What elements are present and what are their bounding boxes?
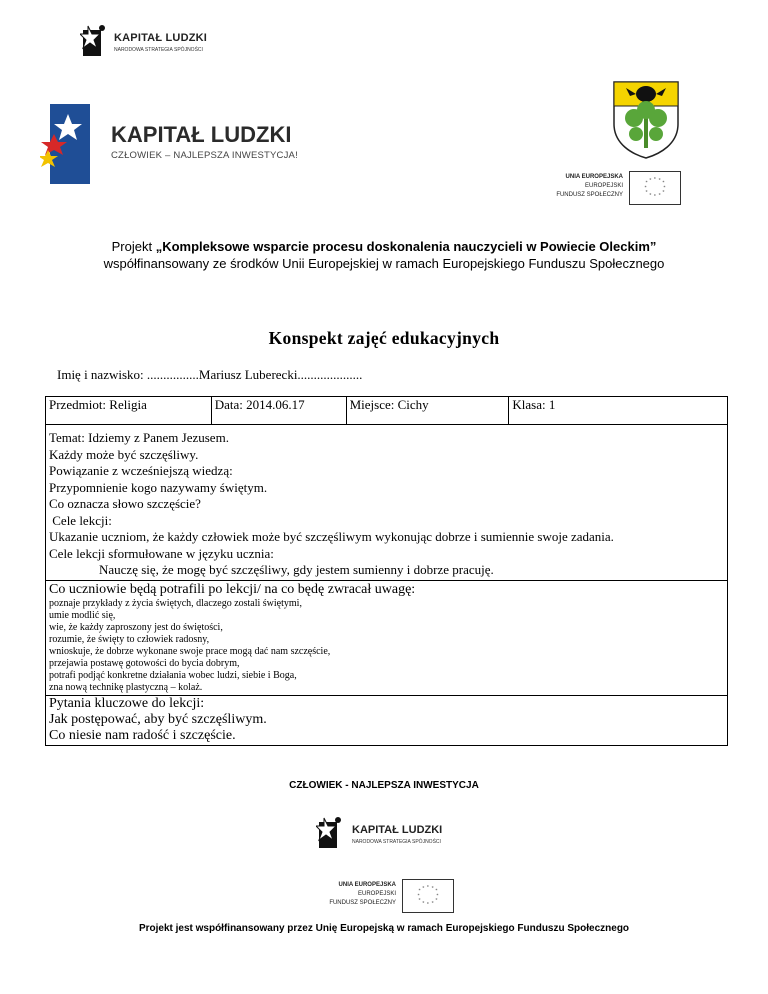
svg-text:*: * [663,184,666,190]
eu-logo-line3: FUNDUSZ SPOŁECZNY [556,192,623,198]
svg-text:*: * [418,888,421,894]
footer-slogan: CZŁOWIEK - NAJLEPSZA INWESTYCJA [289,780,479,791]
outcome-item: zna nową technikę plastyczną – kolaż. [49,681,203,693]
eu-logo-header [541,171,681,205]
eu-logo-line3: FUNDUSZ SPOŁECZNY [329,900,396,906]
logo-small-title: KAPITAŁ LUDZKI [114,32,208,44]
subject-cell: Przedmiot: Religia [46,397,212,425]
svg-text:*: * [435,888,438,894]
topic-goals-cell [46,425,728,581]
topic-line: Cele lekcji sformułowane w języku ucznia: [49,545,274,561]
svg-text:*: * [658,192,661,198]
svg-text:*: * [417,892,420,898]
logo-big-title: KAPITAŁ LUDZKI [111,122,292,147]
key-question-line: Co niesie nam radość i szczęście. [49,727,236,743]
svg-text:*: * [645,180,648,186]
svg-text:*: * [426,901,430,907]
key-question-line: Pytania kluczowe do lekcji: [49,695,205,711]
eu-logo-line2: EUROPEJSKI [584,183,623,189]
teacher-name-line: Imię i nazwisko: ................Mariusz Luberecki.................... [57,367,363,382]
key-questions-cell [46,695,728,745]
outcome-item: przejawia postawę gotowości do bycia dobrym, [49,657,240,669]
logo-footer-subtitle: NARODOWA STRATEGIA SPÓJNOŚCI [352,839,441,845]
table-row [46,397,728,425]
svg-text:*: * [645,189,648,195]
svg-text:*: * [649,192,652,198]
svg-text:*: * [644,184,647,190]
grade-cell: Klasa: 1 [509,397,728,425]
table-row [46,425,728,581]
footer-cofinance-note: Projekt jest współfinansowany przez Unię Europejską w ramach Europejskiego Funduszu Społecznego [138,923,630,934]
document-title: Konspekt zajęć edukacyjnych [268,328,500,348]
logo-footer-title: KAPITAŁ LUDZKI [352,824,443,836]
svg-text:*: * [422,900,425,906]
table-row [46,695,728,745]
project-name: „Kompleksowe wsparcie procesu doskonalenia nauczycieli w Powiecie Oleckim” [155,239,657,254]
logo-small-subtitle: NARODOWA STRATEGIA SPÓJNOŚCI [114,47,203,53]
eu-logo-line1: UNIA EUROPEJSKA [338,882,396,888]
svg-text:*: * [649,177,652,183]
eu-flag-icon [629,171,681,205]
svg-text:*: * [422,885,425,891]
kapital-ludzki-flag-icon [40,104,104,184]
outcome-item: rozumie, że święty to człowiek radosny, [49,633,210,645]
svg-text:*: * [662,189,665,195]
project-heading [0,238,768,272]
svg-text:*: * [653,176,657,182]
svg-text:*: * [431,900,434,906]
topic-line: Co oznacza słowo szczęście? [49,496,201,511]
topic-line: Cele lekcji: [49,512,112,528]
table-row [46,580,728,695]
project-prefix: Projekt [111,239,156,254]
place-cell: Miejsce: Cichy [346,397,509,425]
kapital-ludzki-mark-icon [316,814,346,852]
outcome-item: poznaje przykłady z życia świętych, dlaczego zostali świętymi, [49,597,302,609]
kapital-ludzki-logo-big [40,104,310,184]
eu-logo-line2: EUROPEJSKI [357,891,396,897]
svg-text:*: * [653,193,657,199]
svg-text:*: * [435,897,438,903]
kapital-ludzki-logo-small [80,22,230,62]
eu-logo-line1: UNIA EUROPEJSKA [565,174,623,180]
svg-text:*: * [418,897,421,903]
svg-text:*: * [431,885,434,891]
topic-line: Temat: Idziemy z Panem Jezusem. [49,430,229,445]
outcome-item: wnioskuje, że dobrze wykonane swoje prace mogą dać nam szczęście, [49,645,331,657]
svg-text:*: * [658,177,661,183]
svg-text:*: * [662,180,665,186]
outcome-item: potrafi podjąć konkretne działania wobec ludzi, siebie i Boga, [49,669,297,681]
svg-text:*: * [436,892,439,898]
topic-line: Ukazanie uczniom, że każdy człowiek może być szczęśliwym wykonując dobrze i sumiennie swoje zadania. [49,529,614,544]
svg-text:*: * [426,884,430,890]
date-cell: Data: 2014.06.17 [211,397,346,425]
outcome-item: umie modlić się, [49,609,116,621]
outcome-item: wie, że każdy zaproszony jest do świętości, [49,621,223,633]
topic-line: Przypomnienie kogo nazywamy świętym. [49,479,268,495]
kapital-ludzki-mark-icon [80,22,110,60]
coat-of-arms-icon [612,80,680,160]
lesson-plan-table [45,396,728,746]
project-cofinance: współfinansowany ze środków Unii Europejskiej w ramach Europejskiego Funduszu Społecznego [103,256,665,271]
eu-logo-footer [314,879,454,913]
topic-line: Każdy może być szczęśliwy. [49,446,199,462]
outcomes-heading: Co uczniowie będą potrafili po lekcji/ na co będę zwracał uwagę: [49,581,416,597]
topic-line: Nauczę się, że mogę być szczęśliwy, gdy jestem sumienny i dobrze pracuję. [99,562,494,577]
kapital-ludzki-logo-footer [316,814,466,854]
logo-big-subtitle: CZŁOWIEK – NAJLEPSZA INWESTYCJA! [111,150,298,161]
key-question-line: Jak postępować, aby być szczęśliwym. [49,711,267,727]
eu-flag-icon [402,879,454,913]
topic-line: Powiązanie z wcześniejszą wiedzą: [49,463,233,478]
outcomes-cell [46,580,728,695]
